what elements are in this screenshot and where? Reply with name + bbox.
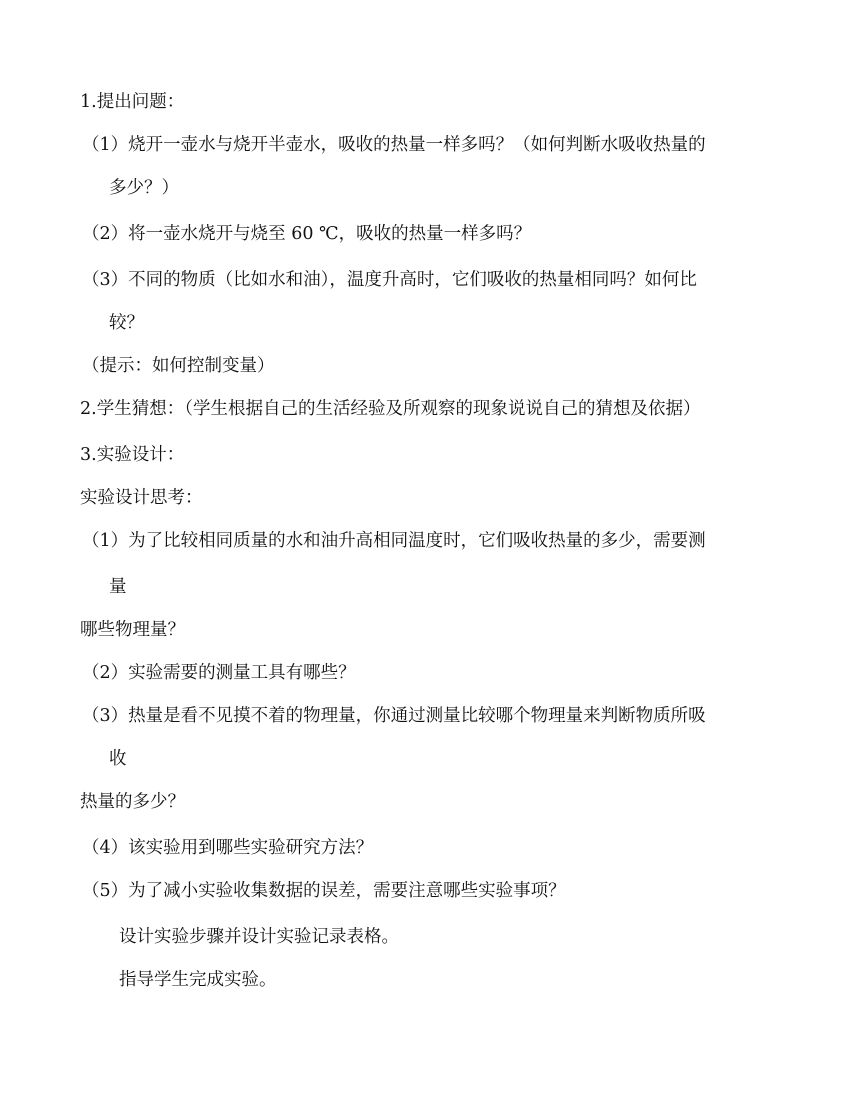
question-3-continuation: 较？ — [109, 313, 144, 333]
question-2-text: （2）将一壶水烧开与烧至 60 ℃，吸收的热量一样多吗？ — [82, 224, 532, 244]
design-thinking-label: 实验设计思考： — [80, 488, 203, 508]
section-heading-questions: 1.提出问题： — [80, 92, 185, 112]
design-question-1-text: （1）为了比较相同质量的水和油升高相同温度时，它们吸收热量的多少，需要测 — [82, 531, 706, 551]
section-heading-hypothesis: 2.学生猜想：（学生根据自己的生活经验及所观察的现象说说自己的猜想及依据） — [80, 399, 701, 419]
design-question-3-text: （3）热量是看不见摸不着的物理量，你通过测量比较哪个物理量来判断物质所吸 — [82, 706, 706, 726]
design-question-1-wrap: 量 — [109, 577, 127, 597]
guide-experiment-text: 指导学生完成实验。 — [119, 970, 277, 990]
design-question-4-text: （4）该实验用到哪些实验研究方法？ — [82, 838, 374, 858]
design-question-5-text: （5）为了减小实验收集数据的误差，需要注意哪些实验事项？ — [82, 881, 566, 901]
question-3-text: （3）不同的物质（比如水和油），温度升高时，它们吸收的热量相同吗？如何比 — [82, 270, 697, 290]
question-1-text: （1）烧开一壶水与烧开半壶水，吸收的热量一样多吗？（如何判断水吸收热量的 — [82, 135, 706, 155]
design-question-3-wrap: 收 — [109, 749, 127, 769]
design-question-2-text: （2）实验需要的测量工具有哪些？ — [82, 663, 356, 683]
question-1-continuation: 多少？） — [109, 178, 179, 198]
design-question-1-continuation: 哪些物理量？ — [80, 620, 185, 640]
section-heading-design: 3.实验设计： — [80, 445, 185, 465]
hint-text: （提示：如何控制变量） — [82, 356, 275, 376]
design-steps-text: 设计实验步骤并设计实验记录表格。 — [119, 927, 399, 947]
design-question-3-continuation: 热量的多少？ — [80, 792, 185, 812]
